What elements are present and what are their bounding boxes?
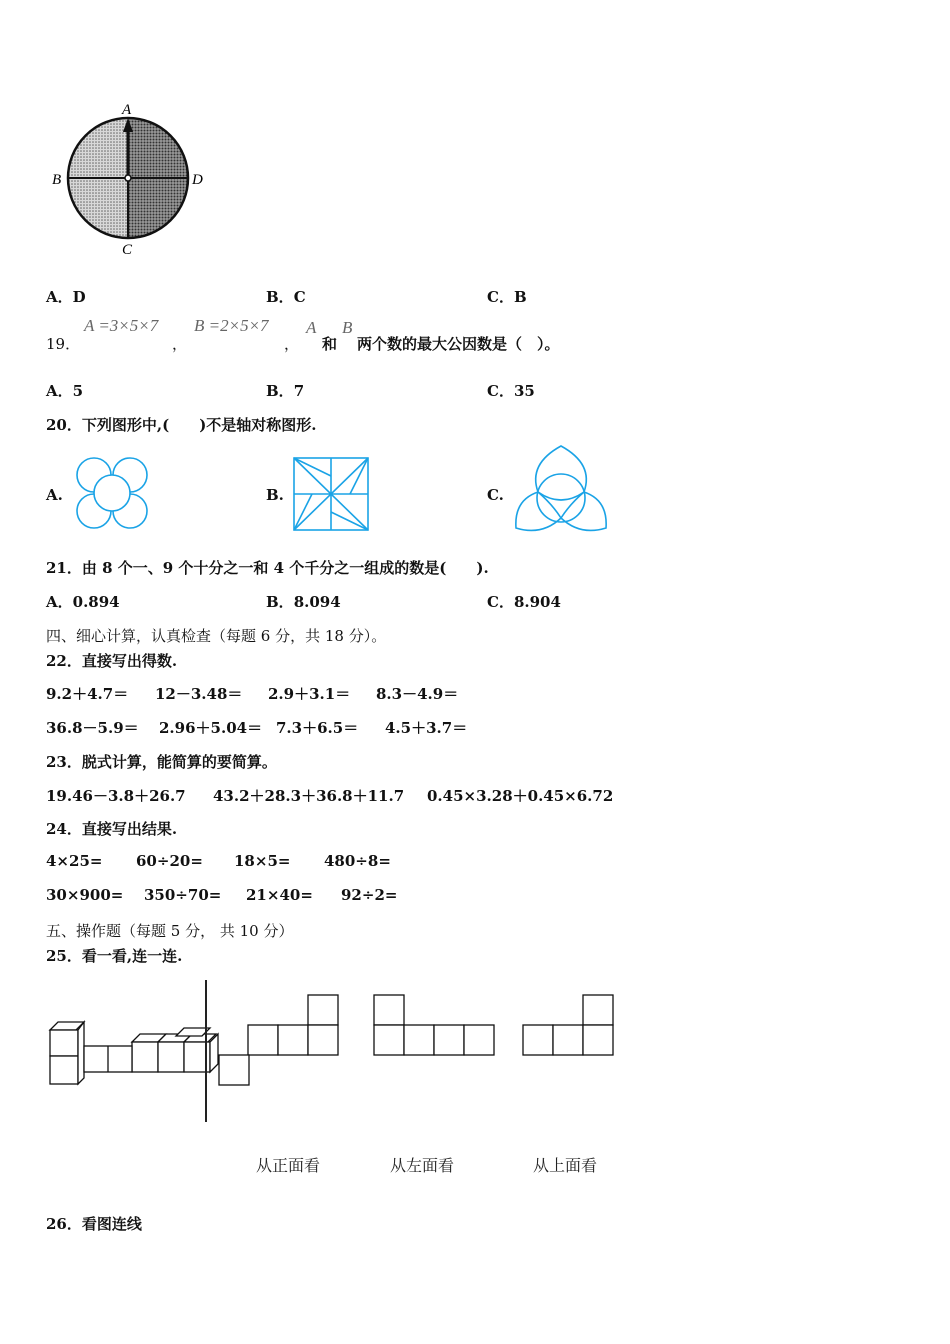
- q22-item: 36.8－5.9＝: [46, 719, 139, 737]
- q22-item: 2.96＋5.04＝: [159, 719, 263, 737]
- view-label-top: 从上面看: [533, 1156, 598, 1175]
- q18-option-b[interactable]: B．C: [266, 288, 306, 306]
- q19-option-c[interactable]: C．35: [487, 382, 535, 400]
- compass-circle-figure: [50, 96, 220, 261]
- trefoil-shape: [512, 442, 610, 534]
- q22-item: 9.2＋4.7＝: [46, 685, 129, 703]
- q23-item: 19.46－3.8＋26.7: [46, 787, 186, 805]
- q22-item: 12－3.48＝: [155, 685, 243, 703]
- q24-item: 92÷2=: [341, 886, 398, 904]
- q19-expr-b: B =2×5×7: [194, 316, 269, 335]
- q23-item: 43.2＋28.3＋36.8＋11.7: [213, 787, 405, 805]
- view-grid-1: [218, 994, 340, 1086]
- view-grid-2: [373, 994, 496, 1056]
- q21-question: 21．由 8 个一、9 个十分之一和 4 个千分之一组成的数是( ).: [46, 559, 489, 577]
- q19-question-tail: 两个数的最大公因数是（ ）。: [357, 335, 560, 353]
- q19-var-b: B: [342, 318, 353, 337]
- q20-option-c-label[interactable]: C.: [487, 486, 504, 504]
- q19-expr-a: A =3×5×7: [84, 316, 159, 335]
- q23-question: 23．脱式计算，能简算的要简算。: [46, 753, 277, 771]
- q19-number: 19．: [46, 335, 81, 353]
- label-d: D: [192, 172, 203, 188]
- q19-option-a[interactable]: A．5: [46, 382, 84, 400]
- q22-item: 2.9＋3.1＝: [268, 685, 351, 703]
- label-c: C: [122, 242, 133, 258]
- q22-item: 7.3＋6.5＝: [276, 719, 359, 737]
- q19-comma-1: ，: [172, 335, 188, 353]
- q24-item: 4×25=: [46, 852, 103, 870]
- q22-item: 8.3－4.9＝: [376, 685, 459, 703]
- q24-item: 18×5=: [234, 852, 291, 870]
- label-b: B: [52, 172, 62, 188]
- q24-question: 24．直接写出结果.: [46, 820, 178, 838]
- q19-comma-2: ，: [284, 335, 300, 353]
- q19-var-a: A: [306, 318, 317, 337]
- q20-option-a-label[interactable]: A.: [46, 486, 63, 504]
- cube-stack-figure: [48, 1020, 188, 1090]
- q26-question: 26．看图连线: [46, 1215, 142, 1233]
- q24-item: 21×40=: [246, 886, 313, 904]
- q20-question: 20．下列图形中,( )不是轴对称图形.: [46, 416, 317, 434]
- q24-item: 350÷70=: [144, 886, 222, 904]
- view-label-left: 从左面看: [390, 1156, 455, 1175]
- section-4-heading: 四、细心计算，认真检查（每题 6 分，共 18 分）。: [46, 627, 387, 645]
- q25-question: 25．看一看,连一连.: [46, 947, 183, 965]
- q18-option-a[interactable]: A．D: [46, 288, 86, 306]
- q21-option-b[interactable]: B．8.094: [266, 593, 341, 611]
- q23-item: 0.45×3.28＋0.45×6.72: [427, 787, 614, 805]
- view-grid-3: [522, 994, 615, 1056]
- separator-line: [205, 980, 207, 1122]
- q19-option-b[interactable]: B．7: [266, 382, 305, 400]
- label-a: A: [122, 102, 132, 118]
- q22-item: 4.5＋3.7＝: [385, 719, 468, 737]
- q21-option-a[interactable]: A．0.894: [46, 593, 120, 611]
- pinwheel-shape: [292, 456, 370, 532]
- q24-item: 30×900=: [46, 886, 124, 904]
- q19-and: 和: [322, 335, 338, 353]
- q24-item: 480÷8=: [324, 852, 391, 870]
- q18-option-c[interactable]: C．B: [487, 288, 527, 306]
- section-5-heading: 五、操作题（每题 5 分， 共 10 分）: [46, 922, 294, 940]
- q21-option-c[interactable]: C．8.904: [487, 593, 561, 611]
- q22-question: 22．直接写出得数.: [46, 652, 178, 670]
- view-label-front: 从正面看: [256, 1156, 321, 1175]
- q20-option-b-label[interactable]: B.: [266, 486, 284, 504]
- flower-shape: [72, 453, 154, 535]
- q24-item: 60÷20=: [136, 852, 203, 870]
